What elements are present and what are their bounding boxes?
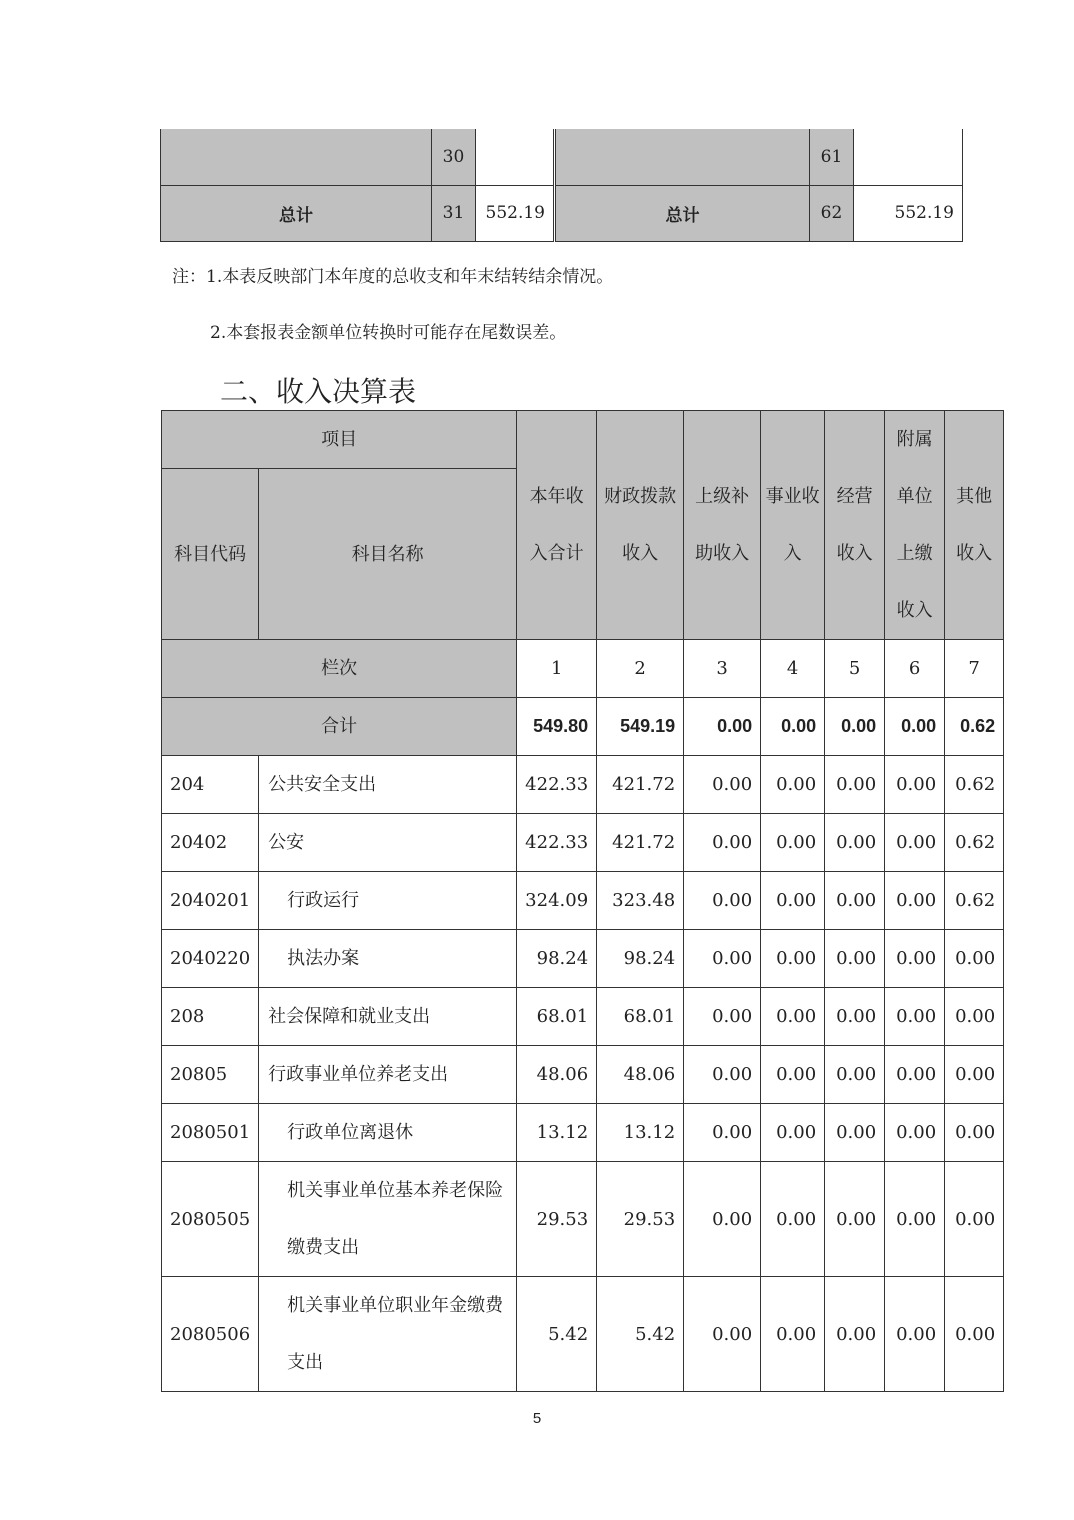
account-name: 行政运行 [259, 872, 517, 930]
sequence-number: 2 [597, 640, 684, 698]
table-row [161, 129, 963, 185]
account-name: 执法办案 [259, 930, 517, 988]
code-header [162, 469, 259, 640]
account-code: 208 [162, 988, 259, 1046]
table-note-1: 注：1.本表反映部门本年度的总收支和年末结转结余情况。 [172, 267, 614, 287]
amount-cell: 0.00 [945, 1104, 1004, 1162]
amount-cell: 0.00 [761, 814, 825, 872]
table-row [162, 872, 1004, 930]
amount-cell: 0.62 [945, 872, 1004, 930]
amount-cell: 0.00 [825, 756, 885, 814]
amount-cell: 0.00 [761, 988, 825, 1046]
left-total-amount: 552.19 [476, 185, 554, 241]
sequence-row [162, 640, 1004, 698]
table-row [162, 988, 1004, 1046]
col-header-business-income [761, 411, 825, 640]
amount-cell: 0.00 [825, 872, 885, 930]
amount-cell: 13.12 [597, 1104, 684, 1162]
col-header-other-income [945, 411, 1004, 640]
account-name: 机关事业单位基本养老保险缴费支出 [259, 1162, 517, 1277]
amount-cell: 0.00 [885, 1104, 945, 1162]
amount-cell: 48.06 [517, 1046, 597, 1104]
right-row-index: 61 [810, 129, 854, 185]
sequence-number: 7 [945, 640, 1004, 698]
table-row [162, 814, 1004, 872]
amount-cell: 0.00 [684, 1046, 761, 1104]
amount-cell: 0.00 [761, 1162, 825, 1277]
amount-cell: 98.24 [517, 930, 597, 988]
amount-cell: 0.00 [945, 1162, 1004, 1277]
total-value: 549.19 [597, 698, 684, 756]
total-value: 0.00 [885, 698, 945, 756]
account-code: 2040220 [162, 930, 259, 988]
col-header-label: 附属单位上缴收入 [896, 429, 933, 621]
amount-cell: 0.00 [684, 988, 761, 1046]
sequence-number: 6 [885, 640, 945, 698]
name-header: 科目名称 [259, 469, 517, 640]
amount-cell: 422.33 [517, 814, 597, 872]
col-header-superior-subsidy [684, 411, 761, 640]
amount-cell: 0.00 [684, 872, 761, 930]
amount-cell: 323.48 [597, 872, 684, 930]
amount-cell: 0.00 [825, 1104, 885, 1162]
amount-cell: 421.72 [597, 814, 684, 872]
amount-cell: 0.00 [825, 1277, 885, 1392]
left-total-label: 总计 [161, 185, 432, 241]
code-header-label: 科目代码 [174, 543, 247, 565]
amount-cell: 0.00 [761, 1046, 825, 1104]
sequence-number: 5 [825, 640, 885, 698]
amount-cell: 0.00 [885, 1277, 945, 1392]
right-row-index: 62 [810, 185, 854, 241]
summary-table-continuation [160, 129, 963, 242]
col-header-label: 财政拨款收入 [604, 486, 677, 564]
table-row [162, 1162, 1004, 1277]
account-name: 社会保障和就业支出 [259, 988, 517, 1046]
total-value: 0.62 [945, 698, 1004, 756]
total-label: 合计 [162, 698, 517, 756]
right-item-label [556, 129, 810, 185]
table-row [162, 1046, 1004, 1104]
item-header: 项目 [162, 411, 517, 469]
col-header-label: 事业收入 [765, 486, 820, 564]
amount-cell: 98.24 [597, 930, 684, 988]
account-code: 20402 [162, 814, 259, 872]
right-total-label: 总计 [556, 185, 810, 241]
amount-cell: 0.00 [761, 756, 825, 814]
section-title: 二、收入决算表 [220, 375, 417, 408]
right-total-amount: 552.19 [854, 185, 963, 241]
sequence-number: 4 [761, 640, 825, 698]
amount-cell: 0.00 [885, 1162, 945, 1277]
col-header-operating-income [825, 411, 885, 640]
amount-cell: 0.00 [825, 988, 885, 1046]
account-code: 204 [162, 756, 259, 814]
account-name: 公共安全支出 [259, 756, 517, 814]
amount-cell: 0.00 [761, 930, 825, 988]
amount-cell: 0.00 [684, 930, 761, 988]
amount-cell: 0.00 [945, 988, 1004, 1046]
amount-cell: 68.01 [517, 988, 597, 1046]
col-header-label: 经营收入 [836, 486, 873, 564]
amount-cell: 0.00 [885, 756, 945, 814]
left-item-label [161, 129, 432, 185]
amount-cell: 0.00 [761, 1277, 825, 1392]
total-value: 549.80 [517, 698, 597, 756]
amount-cell: 0.00 [825, 930, 885, 988]
amount-cell: 0.00 [885, 1046, 945, 1104]
account-code: 2040201 [162, 872, 259, 930]
account-name: 公安 [259, 814, 517, 872]
amount-cell: 29.53 [597, 1162, 684, 1277]
account-name: 行政单位离退休 [259, 1104, 517, 1162]
amount-cell: 0.00 [825, 814, 885, 872]
amount-cell: 0.00 [684, 814, 761, 872]
amount-cell: 0.00 [825, 1162, 885, 1277]
amount-cell: 0.00 [945, 930, 1004, 988]
amount-cell: 13.12 [517, 1104, 597, 1162]
page-number: 5 [532, 1410, 542, 1427]
col-header-affiliated-income [885, 411, 945, 640]
account-code: 2080501 [162, 1104, 259, 1162]
amount-cell: 421.72 [597, 756, 684, 814]
sequence-number: 1 [517, 640, 597, 698]
col-header-fiscal-allocation [597, 411, 684, 640]
income-statement-table [161, 410, 1004, 1392]
account-name: 行政事业单位养老支出 [259, 1046, 517, 1104]
amount-cell: 422.33 [517, 756, 597, 814]
amount-cell: 0.00 [945, 1277, 1004, 1392]
amount-cell: 0.62 [945, 756, 1004, 814]
account-name: 机关事业单位职业年金缴费支出 [259, 1277, 517, 1392]
amount-cell: 324.09 [517, 872, 597, 930]
total-value: 0.00 [825, 698, 885, 756]
amount-cell: 0.00 [885, 814, 945, 872]
sequence-number: 3 [684, 640, 761, 698]
amount-cell: 0.00 [885, 930, 945, 988]
table-row [162, 1277, 1004, 1392]
col-header-label: 上级补助收入 [695, 486, 750, 564]
col-header-total-income [517, 411, 597, 640]
col-header-label: 其他收入 [956, 486, 993, 564]
col-header-label: 本年收入合计 [529, 486, 584, 564]
amount-cell: 0.00 [684, 1104, 761, 1162]
amount-cell: 0.00 [885, 988, 945, 1046]
account-code: 2080505 [162, 1162, 259, 1277]
header-row [162, 411, 1004, 469]
amount-cell: 5.42 [517, 1277, 597, 1392]
total-value: 0.00 [761, 698, 825, 756]
amount-cell: 68.01 [597, 988, 684, 1046]
table-row [162, 1104, 1004, 1162]
amount-cell: 0.00 [684, 1162, 761, 1277]
amount-cell: 5.42 [597, 1277, 684, 1392]
right-amount [854, 129, 963, 185]
table-note-2: 2.本套报表金额单位转换时可能存在尾数误差。 [210, 323, 567, 343]
amount-cell: 0.00 [684, 1277, 761, 1392]
amount-cell: 29.53 [517, 1162, 597, 1277]
amount-cell: 0.00 [825, 1046, 885, 1104]
amount-cell: 0.00 [885, 872, 945, 930]
amount-cell: 0.00 [761, 872, 825, 930]
account-code: 2080506 [162, 1277, 259, 1392]
table-row [162, 930, 1004, 988]
sequence-label: 栏次 [162, 640, 517, 698]
total-row [162, 698, 1004, 756]
amount-cell: 0.00 [761, 1104, 825, 1162]
amount-cell: 0.00 [945, 1046, 1004, 1104]
table-row [162, 756, 1004, 814]
table-row [161, 185, 963, 241]
amount-cell: 0.00 [684, 756, 761, 814]
left-amount [476, 129, 554, 185]
amount-cell: 0.62 [945, 814, 1004, 872]
account-code: 20805 [162, 1046, 259, 1104]
total-value: 0.00 [684, 698, 761, 756]
amount-cell: 48.06 [597, 1046, 684, 1104]
income-table-body [162, 756, 1004, 1392]
left-row-index: 31 [432, 185, 476, 241]
left-row-index: 30 [432, 129, 476, 185]
